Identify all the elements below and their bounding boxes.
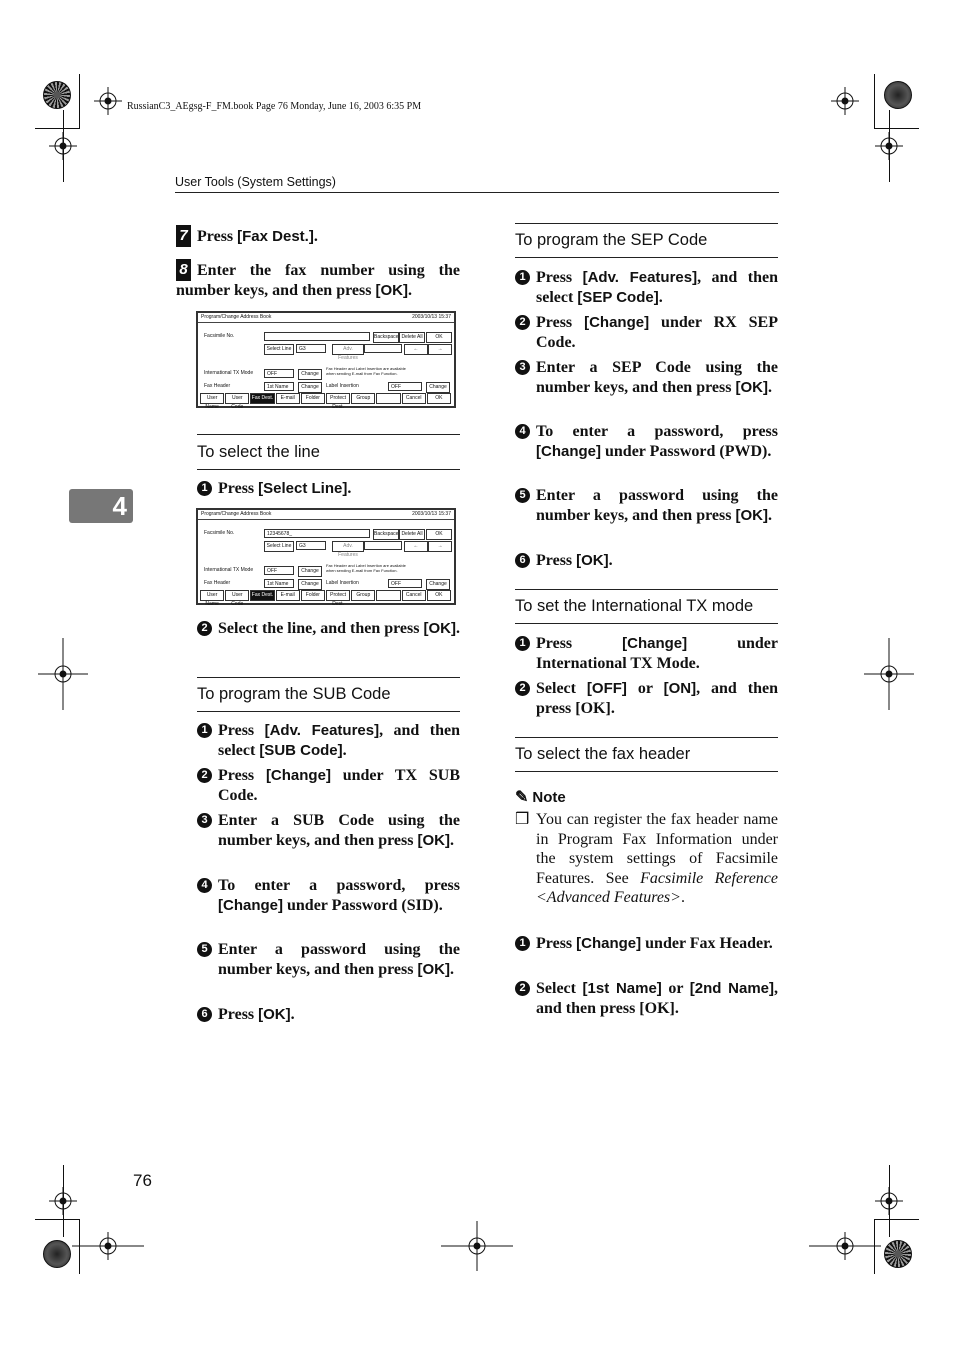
- screen-tab[interactable]: Cancel: [402, 590, 426, 601]
- screen-tab[interactable]: Protect Dest.: [326, 393, 350, 404]
- adv-features-button[interactable]: Adv. Features: [332, 344, 364, 355]
- intl-step-1: 1 Press [Change] under International TX Mode.: [515, 634, 778, 673]
- sub-step-4: 4 To enter a password, press [Change] under Password (SID).: [197, 876, 460, 915]
- sub-step-1: 1 Press [Adv. Features], and then select [SUB Code].: [197, 721, 460, 760]
- screen-tab[interactable]: Group: [351, 393, 375, 404]
- chapter-number: 4: [112, 491, 127, 521]
- sep-step-4: 4 To enter a password, press [Change] under Password (PWD).: [515, 422, 778, 461]
- screen-tab[interactable]: User Name: [200, 590, 224, 601]
- header-step-1: 1 Press [Change] under Fax Header.: [515, 934, 778, 954]
- fax-number-field[interactable]: [264, 332, 370, 341]
- sub-step-2: 2 Press [Change] under TX SUB Code.: [197, 766, 460, 805]
- step-number: 7: [176, 225, 191, 247]
- note-body: ❒ You can register the fax header name in Program Fax Information under the system settings of Facsimile Features. See Facsimile Reference <Advanced Features>.: [515, 811, 779, 906]
- address-book-screen-filled: Program/Change Address Book 2003/10/13 15:37 Facsimile No. 12345678_ Backspace Delete All OK Select Line G3 Adv. Features ← → International TX Mode OFF Change Fax Header and Label Insertion are available when sending E-mail from Fax Function. Fax Header 1st Name Change Label Insertion OFF Change User Name User Code Fax Dest. E-mail Folder Protect Dest. Group Cancel OK: [196, 508, 456, 605]
- select-line-button[interactable]: Select Line: [264, 344, 294, 355]
- left-arrow-button[interactable]: ←: [404, 344, 428, 355]
- screen-tab[interactable]: Fax Dest.: [250, 590, 274, 601]
- screen-tab[interactable]: User Code: [225, 590, 249, 601]
- sep-step-2: 2 Press [Change] under RX SEP Code.: [515, 313, 778, 352]
- ok-button[interactable]: OK: [426, 332, 452, 343]
- screen-tab[interactable]: [376, 590, 400, 601]
- screen-tab[interactable]: User Name: [200, 393, 224, 404]
- line-step-2: 2 Select the line, and then press [OK].: [197, 619, 460, 639]
- fax-number-field[interactable]: 12345678_: [264, 529, 370, 538]
- running-head: User Tools (System Settings): [175, 175, 336, 189]
- screen-tab[interactable]: E-mail: [276, 590, 300, 601]
- screen-tab[interactable]: Folder: [301, 393, 325, 404]
- section-title-line: To select the line: [197, 443, 320, 461]
- screen-tab[interactable]: Group: [351, 590, 375, 601]
- backspace-button[interactable]: Backspace: [373, 332, 399, 343]
- screen-tab[interactable]: Cancel: [402, 393, 426, 404]
- screen-tab[interactable]: Protect Dest.: [326, 590, 350, 601]
- sub-step-6: 6 Press [OK].: [197, 1005, 460, 1025]
- step-7: 7 Press [Fax Dest.].: [176, 227, 460, 247]
- header-step-2: 2 Select [1st Name] or [2nd Name], and then press [OK].: [515, 979, 778, 1018]
- file-header: RussianC3_AEgsg-F_FM.book Page 76 Monday, June 16, 2003 6:35 PM: [127, 101, 422, 112]
- line-field: G3: [296, 344, 326, 353]
- step-8: 8 Enter the fax number using the number keys, and then press [OK].: [176, 261, 460, 299]
- screen-tab[interactable]: E-mail: [276, 393, 300, 404]
- facsimile-label: Facsimile No.: [204, 333, 235, 339]
- section-title-intl: To set the International TX mode: [515, 597, 754, 615]
- section-title-sep: To program the SEP Code: [515, 231, 708, 249]
- address-book-screen: Program/Change Address Book 2003/10/13 15:37 Facsimile No. Backspace Delete All OK Select Line G3 Adv. Features ← → International TX Mode OFF Change Fax Header and Label Insertion are available when sending E-mail from Fax Function. Fax Header 1st Name Change Label Insertion OFF Change User Name User Code Fax Dest. E-mail Folder Protect Dest. Group Cancel OK: [196, 311, 456, 408]
- screen-tab-bar: [200, 393, 452, 410]
- sep-step-6: 6 Press [OK].: [515, 551, 778, 571]
- sub-step-5: 5 Enter a password using the number keys, and then press [OK].: [197, 940, 460, 979]
- screen-tab[interactable]: Fax Dest.: [250, 393, 274, 404]
- screen-tab[interactable]: Folder: [301, 590, 325, 601]
- intl-step-2: 2 Select [OFF] or [ON], and then press [OK].: [515, 679, 778, 718]
- screen-tab[interactable]: User Code: [225, 393, 249, 404]
- sep-step-5: 5 Enter a password using the number keys, and then press [OK].: [515, 486, 778, 525]
- sep-step-3: 3 Enter a SEP Code using the number keys, and then press [OK].: [515, 358, 778, 397]
- line-step-1: 1 Press [Select Line].: [197, 479, 460, 499]
- screen-tab[interactable]: OK: [427, 393, 451, 404]
- section-title-sub: To program the SUB Code: [197, 685, 391, 703]
- pencil-icon: ✎: [515, 789, 529, 806]
- sep-step-1: 1 Press [Adv. Features], and then select [SEP Code].: [515, 268, 778, 307]
- screen-tab[interactable]: OK: [427, 590, 451, 601]
- section-title-header: To select the fax header: [515, 745, 691, 763]
- page-number: 76: [133, 1171, 152, 1190]
- sub-step-3: 3 Enter a SUB Code using the number keys, and then press [OK].: [197, 811, 460, 850]
- screen-tab-bar: [200, 590, 452, 607]
- header-rule: [175, 192, 779, 193]
- step-number: 8: [176, 259, 191, 281]
- note-heading: ✎ Note: [515, 789, 566, 806]
- delete-all-button[interactable]: Delete All: [399, 332, 425, 343]
- screen-tab[interactable]: [376, 393, 400, 404]
- right-arrow-button[interactable]: →: [428, 344, 452, 355]
- chapter-tab: [69, 489, 133, 523]
